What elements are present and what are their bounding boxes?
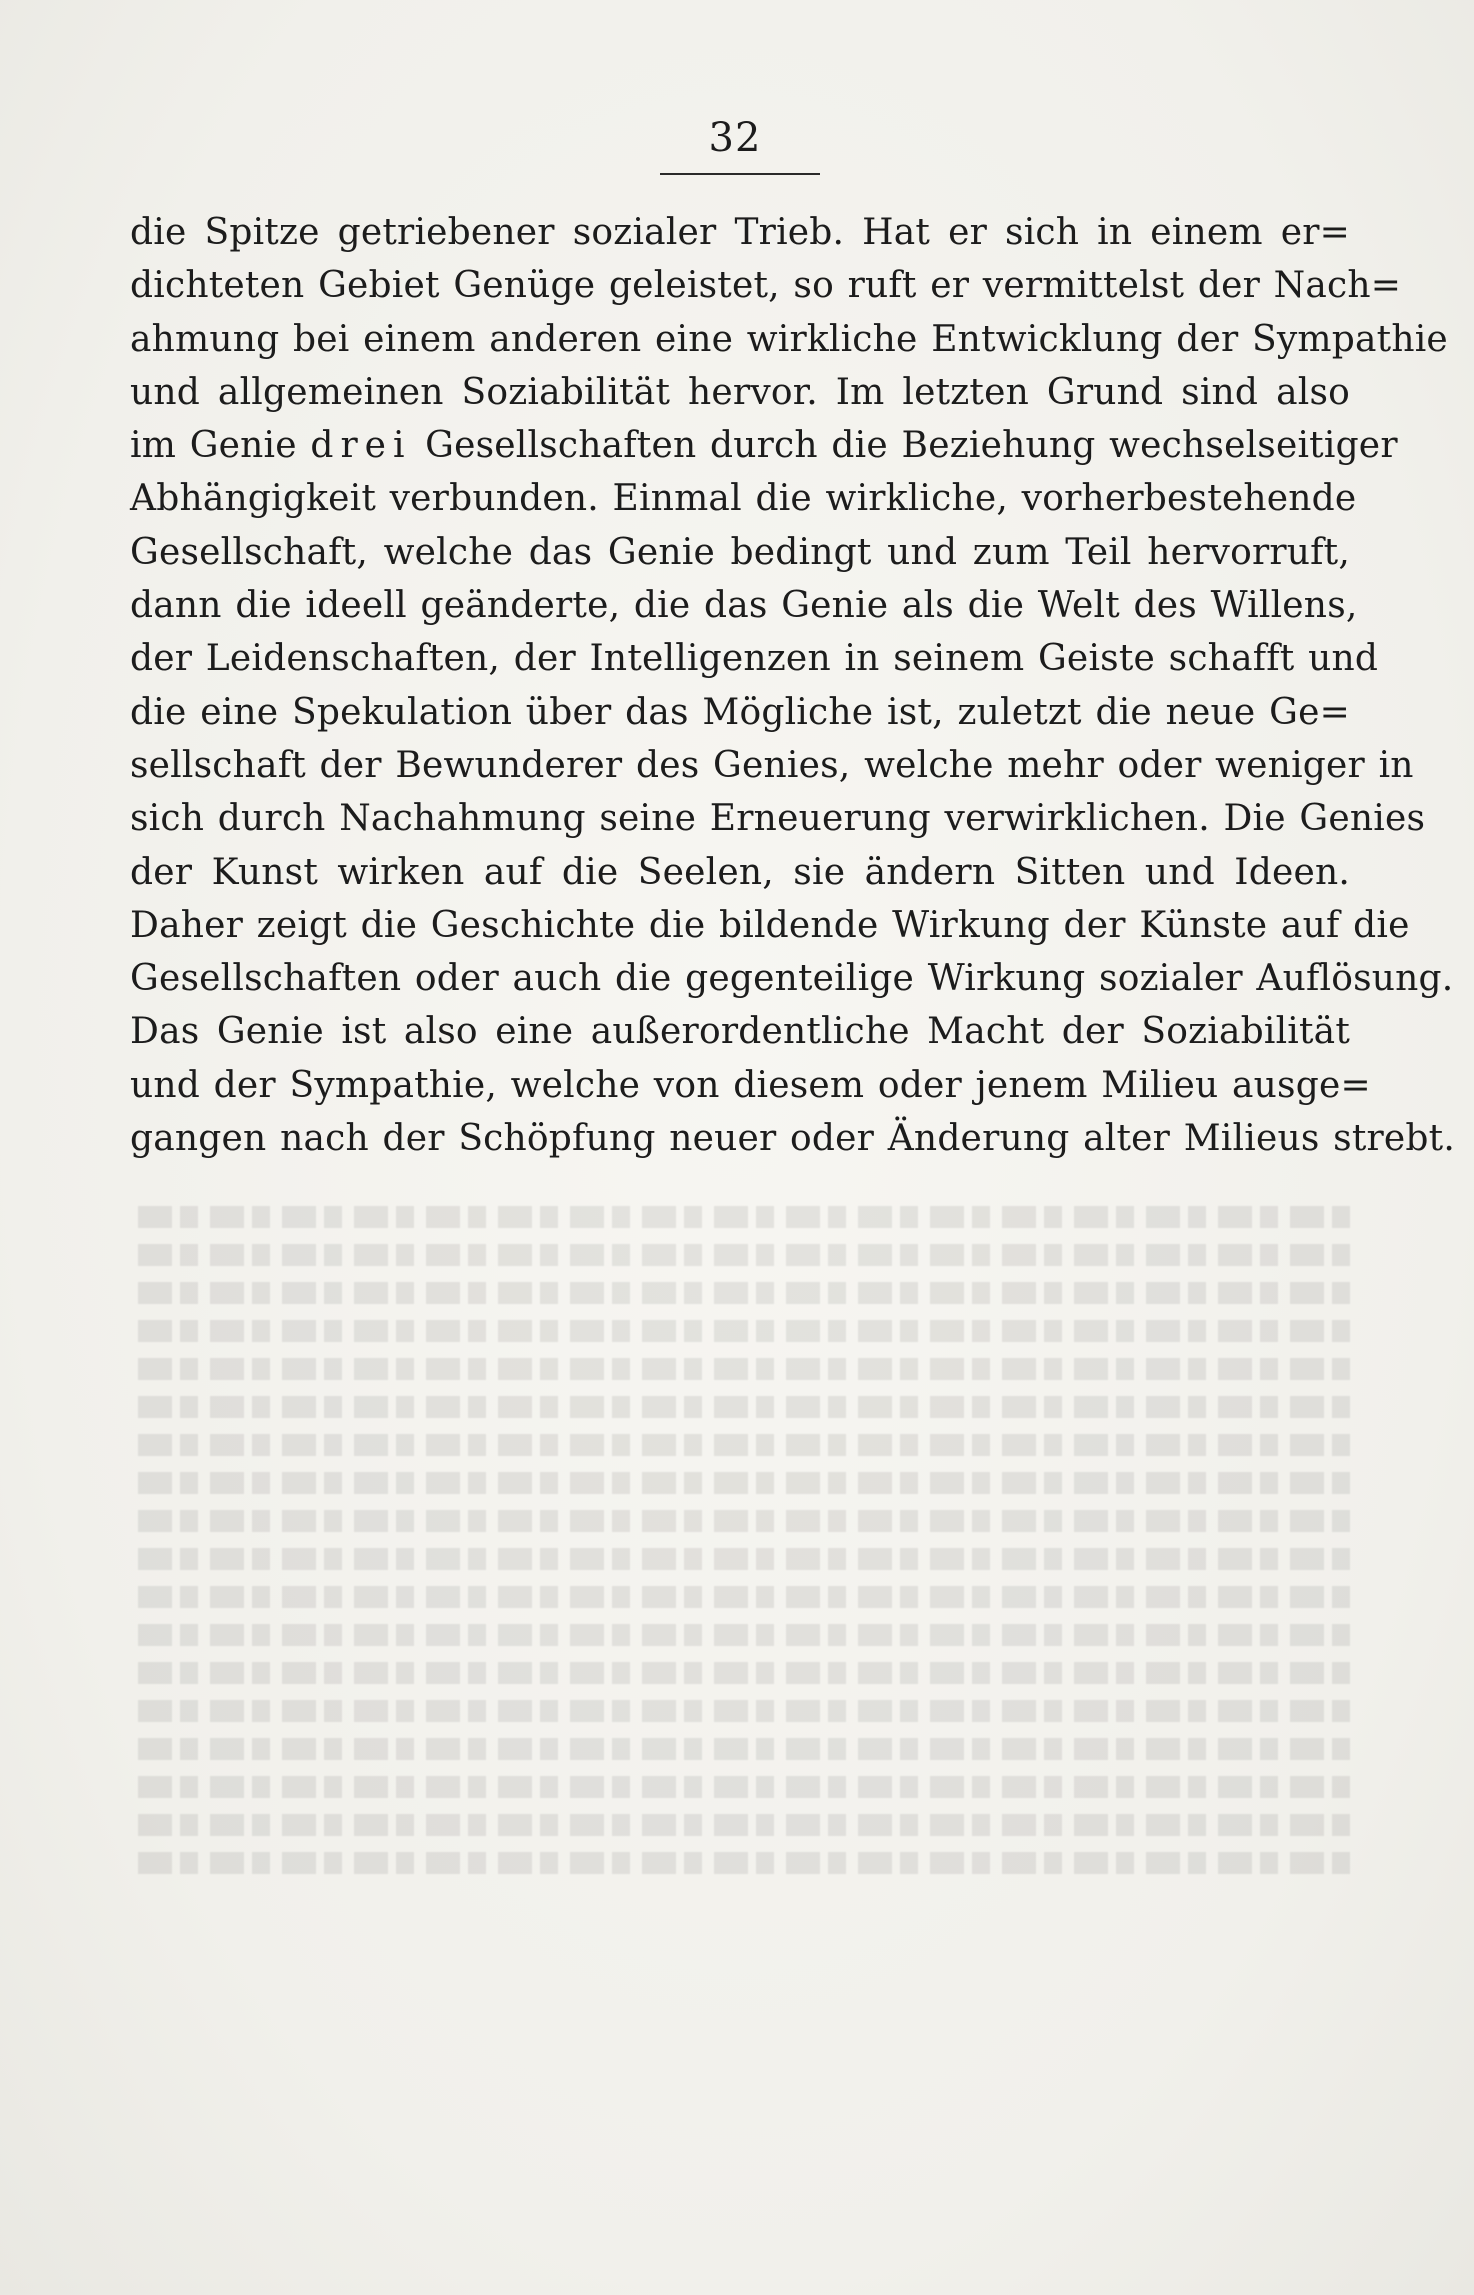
text-line: und der Sympathie, welche von diesem oder jenem Milieu ausge= xyxy=(130,1064,1371,1106)
body-text xyxy=(130,206,1455,1165)
header-rule xyxy=(660,173,820,175)
text-line: die eine Spekulation über das Mögliche ist, zuletzt die neue Ge= xyxy=(130,691,1350,733)
text-line: die Spitze getriebener sozialer Trieb. Hat er sich in einem er= xyxy=(130,212,1350,253)
texture-bar xyxy=(130,1358,1350,1380)
text-line: Gesellschaft, welche das Genie bedingt und zum Teil hervorruft, xyxy=(130,531,1350,573)
texture-bar xyxy=(130,1548,1350,1570)
text-line: der Kunst wirken auf die Seelen, sie ändern Sitten und Ideen. xyxy=(130,851,1350,893)
text-line: sellschaft der Bewunderer des Genies, welche mehr oder weniger in xyxy=(130,744,1414,786)
text-line: Abhängigkeit verbunden. Einmal die wirkliche, vorherbestehende xyxy=(130,478,1357,520)
text-line: Das Genie ist also eine außerordentliche Macht der Soziabilität xyxy=(130,1011,1350,1053)
texture-bar xyxy=(130,1624,1350,1646)
texture-bar xyxy=(130,1206,1350,1228)
page-number: 32 xyxy=(708,115,762,161)
text-line: der Leidenschaften, der Intelligenzen in seinem Geiste schafft und xyxy=(130,638,1379,680)
texture-bar xyxy=(130,1586,1350,1608)
text-segment: im Genie xyxy=(130,425,311,467)
texture-bar xyxy=(130,1320,1350,1342)
text-line: dichteten Gebiet Genüge geleistet, so ruft er vermittelst der Nach= xyxy=(130,265,1402,307)
text-line: Daher zeigt die Geschichte die bildende Wirkung der Künste auf die xyxy=(130,904,1410,946)
text-line: sich durch Nachahmung seine Erneuerung verwirklichen. Die Genies xyxy=(130,798,1426,840)
text-line: und allgemeinen Soziabilität hervor. Im letzten Grund sind also xyxy=(130,371,1350,413)
texture-bar xyxy=(130,1662,1350,1684)
texture-bar xyxy=(130,1776,1350,1798)
texture-bar xyxy=(130,1472,1350,1494)
text-line xyxy=(130,419,1398,472)
texture-bar xyxy=(130,1814,1350,1836)
emphasized-word: drei xyxy=(310,425,412,467)
show-through-texture xyxy=(130,1190,1350,1874)
text-segment: Gesellschaften durch die Beziehung wechselseitiger xyxy=(411,425,1398,467)
texture-bar xyxy=(130,1244,1350,1266)
text-line: ahmung bei einem anderen eine wirkliche Entwicklung der Sympathie xyxy=(130,318,1448,360)
text-line: Gesellschaften oder auch die gegenteilige Wirkung sozialer Auflösung. xyxy=(130,958,1454,1000)
texture-bar xyxy=(130,1852,1350,1874)
texture-bar xyxy=(130,1434,1350,1456)
texture-bar xyxy=(130,1510,1350,1532)
texture-bar xyxy=(130,1396,1350,1418)
texture-bar xyxy=(130,1700,1350,1722)
texture-bar xyxy=(130,1282,1350,1304)
texture-bar xyxy=(130,1738,1350,1760)
text-line: gangen nach der Schöpfung neuer oder Änderung alter Milieus strebt. xyxy=(130,1118,1455,1160)
text-line: dann die ideell geänderte, die das Genie als die Welt des Willens, xyxy=(130,585,1358,627)
